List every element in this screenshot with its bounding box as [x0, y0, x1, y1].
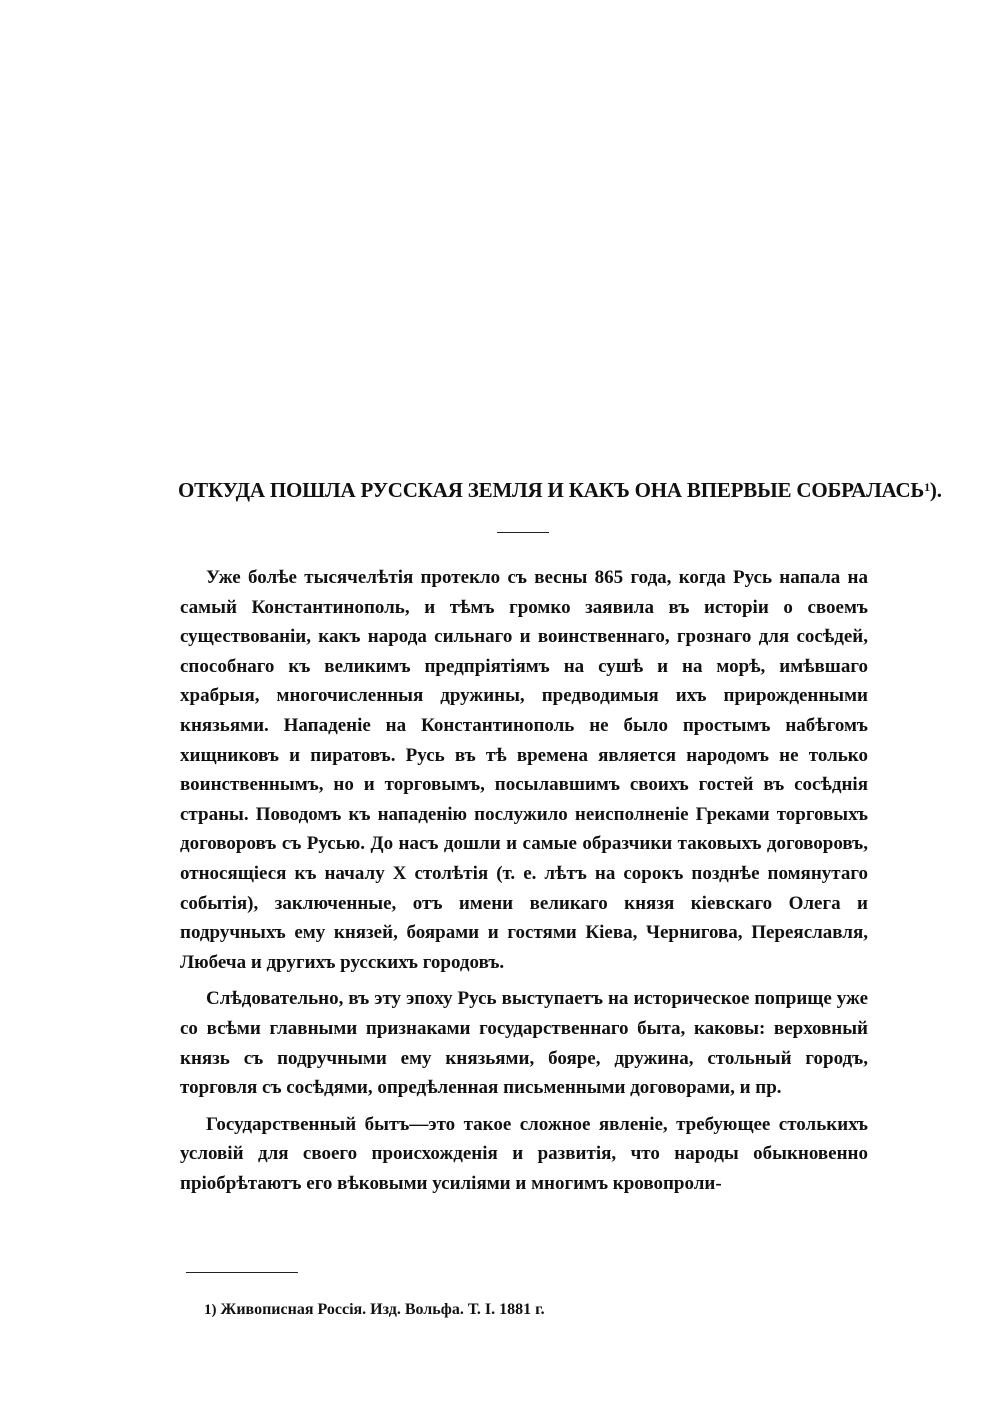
body-text — [180, 563, 868, 1198]
footnote-mark: 1) — [204, 1302, 217, 1318]
footnote-text: Живописная Россія. Изд. Вольфа. Т. I. 1881 г. — [220, 1301, 545, 1318]
title-footnote-mark[interactable]: 1 — [924, 480, 930, 494]
footnote-divider — [186, 1272, 298, 1273]
page-title — [178, 478, 942, 503]
footnote — [204, 1301, 864, 1319]
title-end: ). — [929, 478, 942, 502]
paragraph-2: Слѣдовательно, въ эту эпоху Русь выступаетъ на историческое поприще уже со всѣми главными признаками государственнаго быта, каковы: верховный князь съ подручными ему князьями, бояре, дружина, стольный городъ, торговля съ сосѣдями, опредѣленная письменными договорами, и пр. — [180, 988, 868, 1099]
title-text: ОТКУДА ПОШЛА РУССКАЯ ЗЕМЛЯ И КАКЪ ОНА ВПЕРВЫЕ СОБРАЛАСЬ — [178, 478, 925, 502]
title-divider — [497, 532, 549, 533]
paragraph-1: Уже болѣе тысячелѣтія протекло съ весны 865 года, когда Русь напала на самый Константинополь, и тѣмъ громко заявила въ исторіи о своемъ существованіи, какъ народа сильнаго и воинственнаго, грознаго для сосѣдей, способнаго къ великимъ предпріятіямъ на сушѣ и на морѣ, имѣвшаго храбрыя, многочисленныя дружины, предводимыя ихъ прирожденными князьями. Нападеніе на Константинополь не было простымъ набѣгомъ хищниковъ и пиратовъ. Русь въ тѣ времена является народомъ не только воинственнымъ, но и торговымъ, посылавшимъ своихъ гостей въ сосѣднія страны. Поводомъ къ нападенію послужило неисполненіе Греками торговыхъ договоровъ съ Русью. До насъ дошли и самые образчики таковыхъ договоровъ, относящіеся къ началу X столѣтія (т. е. лѣтъ на сорокъ позднѣе помянутаго событія), заключенные, отъ имени великаго князя кіевскаго Олега и подручныхъ ему князей, боярами и гостями Кіева, Чернигова, Переяславля, Любеча и другихъ русскихъ городовъ. — [180, 567, 868, 973]
paragraph-3: Государственный бытъ—это такое сложное явленіе, требующее столькихъ условій для своего происхожденія и развитія, что народы обыкновенно пріобрѣтаютъ его вѣковыми усиліями и многимъ кровопроли- — [180, 1113, 868, 1194]
